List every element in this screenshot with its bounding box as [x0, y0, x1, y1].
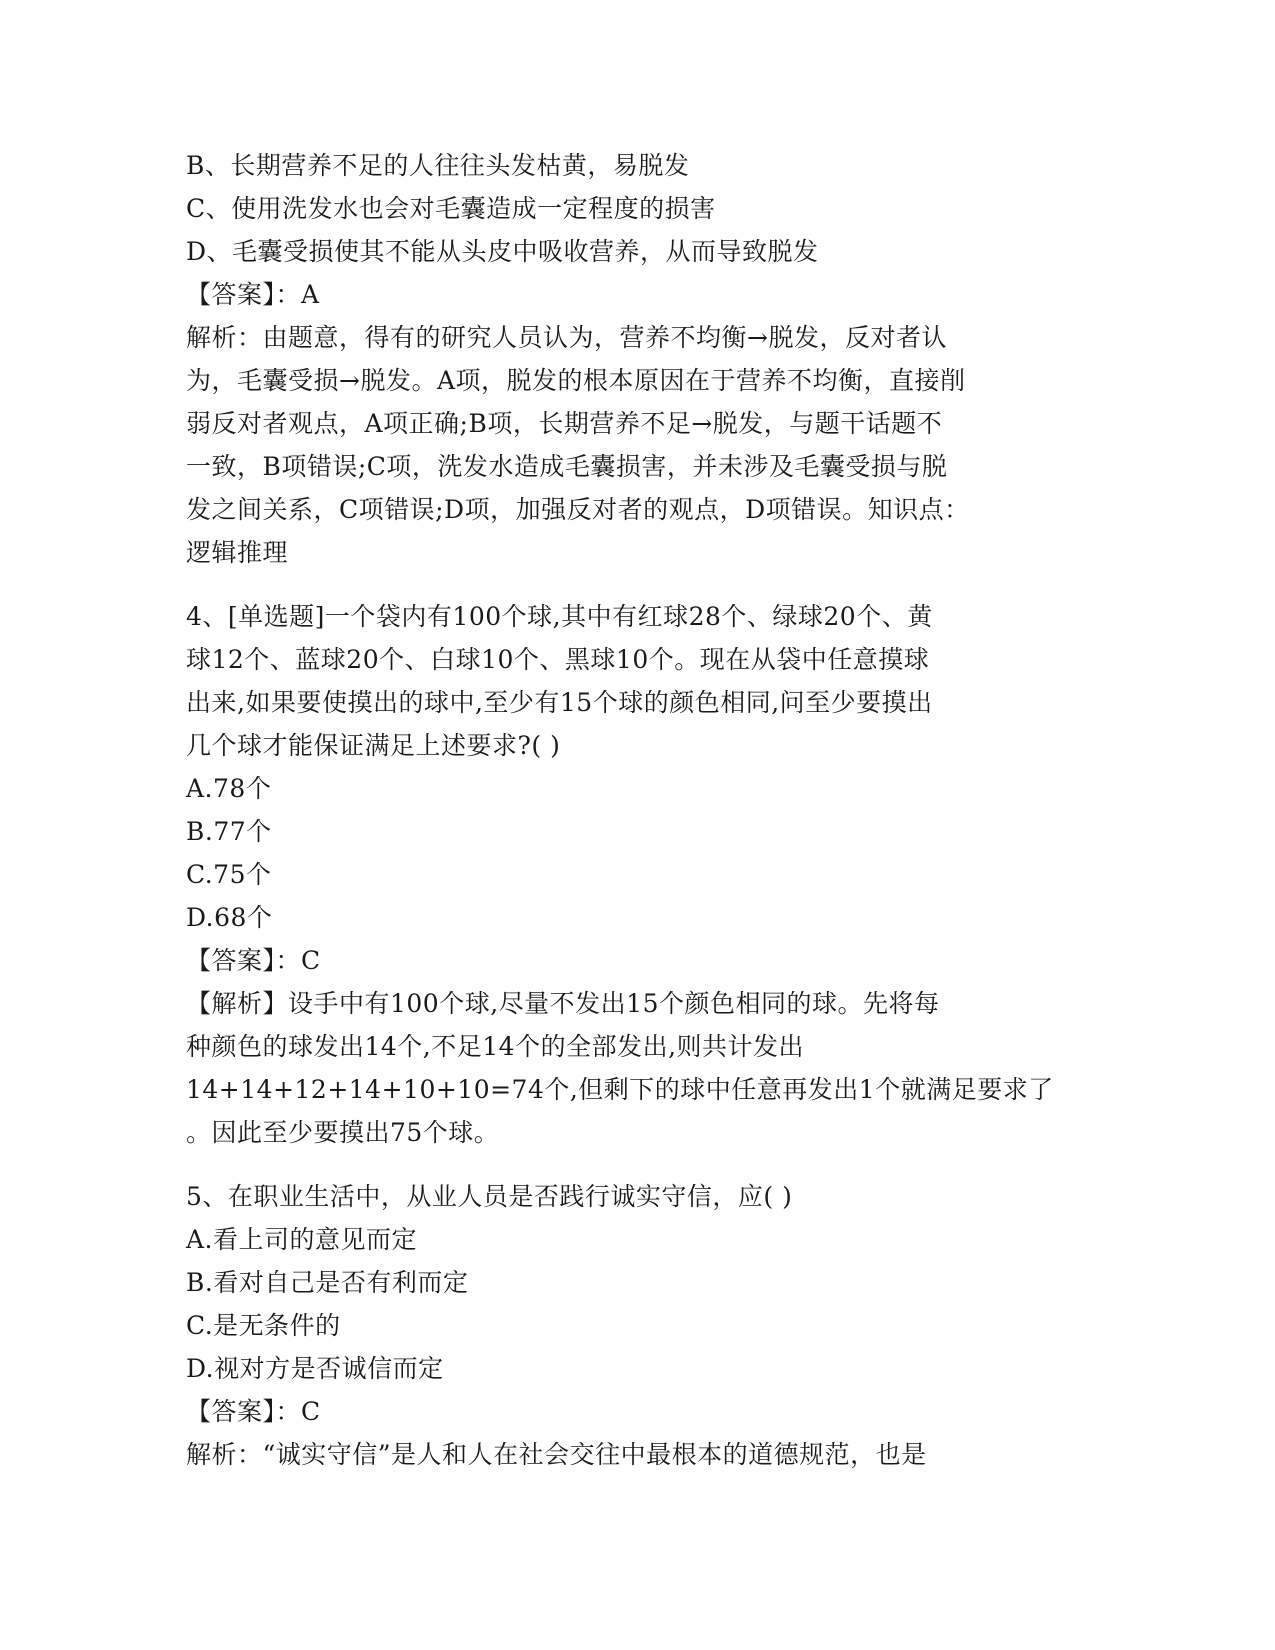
section-spacer — [186, 574, 1086, 595]
q5-answer: 【答案】：C — [186, 1397, 321, 1426]
q4-analysis-line: 种颜色的球发出14个,不足14个的全部发出,则共计发出 — [186, 1032, 805, 1061]
q5-option-d: D.视对方是否诚信而定 — [186, 1354, 444, 1383]
q4-stem-line: 球12个、蓝球20个、白球10个、黑球10个。现在从袋中任意摸球 — [186, 645, 930, 674]
q3-option-d: D、毛囊受损使其不能从头皮中吸收营养，从而导致脱发 — [186, 237, 819, 266]
q4-option-b: B.77个 — [186, 817, 272, 846]
q4-analysis-line: 。因此至少要摸出75个球。 — [186, 1118, 500, 1147]
q4-stem-line: 出来,如果要使摸出的球中,至少有15个球的颜色相同,问至少要摸出 — [186, 688, 933, 717]
section-spacer — [186, 1154, 1086, 1175]
q3-option-c: C、使用洗发水也会对毛囊造成一定程度的损害 — [186, 194, 716, 223]
q4-stem-line: 4、[单选题]一个袋内有100个球,其中有红球28个、绿球20个、黄 — [186, 602, 933, 631]
q4-analysis-line: 【解析】设手中有100个球,尽量不发出15个颜色相同的球。先将每 — [186, 989, 940, 1018]
document-page — [186, 144, 1086, 1476]
q5-option-b: B.看对自己是否有利而定 — [186, 1268, 469, 1297]
q3-analysis-line: 解析：由题意，得有的研究人员认为，营养不均衡→脱发，反对者认 — [186, 323, 947, 352]
q5-option-c: C.是无条件的 — [186, 1311, 341, 1340]
q3-analysis-line: 为，毛囊受损→脱发。A项，脱发的根本原因在于营养不均衡，直接削 — [186, 366, 966, 395]
q4-option-d: D.68个 — [186, 903, 273, 932]
q3-option-b: B、长期营养不足的人往往头发枯黄，易脱发 — [186, 151, 690, 180]
q4-answer: 【答案】：C — [186, 946, 321, 975]
q5-stem: 5、在职业生活中，从业人员是否践行诚实守信，应( ) — [186, 1182, 793, 1211]
q4-option-a: A.78个 — [186, 774, 272, 803]
q4-analysis-line: 14+14+12+14+10+10=74个,但剩下的球中任意再发出1个就满足要求了 — [186, 1075, 1054, 1104]
q3-analysis-line: 发之间关系，C项错误;D项，加强反对者的观点，D项错误。知识点： — [186, 495, 970, 524]
q3-analysis-line: 逻辑推理 — [186, 538, 289, 567]
q4-option-c: C.75个 — [186, 860, 272, 889]
q3-answer: 【答案】：A — [186, 280, 320, 309]
q5-option-a: A.看上司的意见而定 — [186, 1225, 418, 1254]
q3-analysis-line: 弱反对者观点，A项正确;B项，长期营养不足→脱发，与题干话题不 — [186, 409, 943, 438]
q5-analysis-line: 解析：“诚实守信”是人和人在社会交往中最根本的道德规范，也是 — [186, 1440, 927, 1469]
q3-analysis-line: 一致，B项错误;C项，洗发水造成毛囊损害，并未涉及毛囊受损与脱 — [186, 452, 948, 481]
q4-stem-line: 几个球才能保证满足上述要求?( ) — [186, 731, 561, 760]
